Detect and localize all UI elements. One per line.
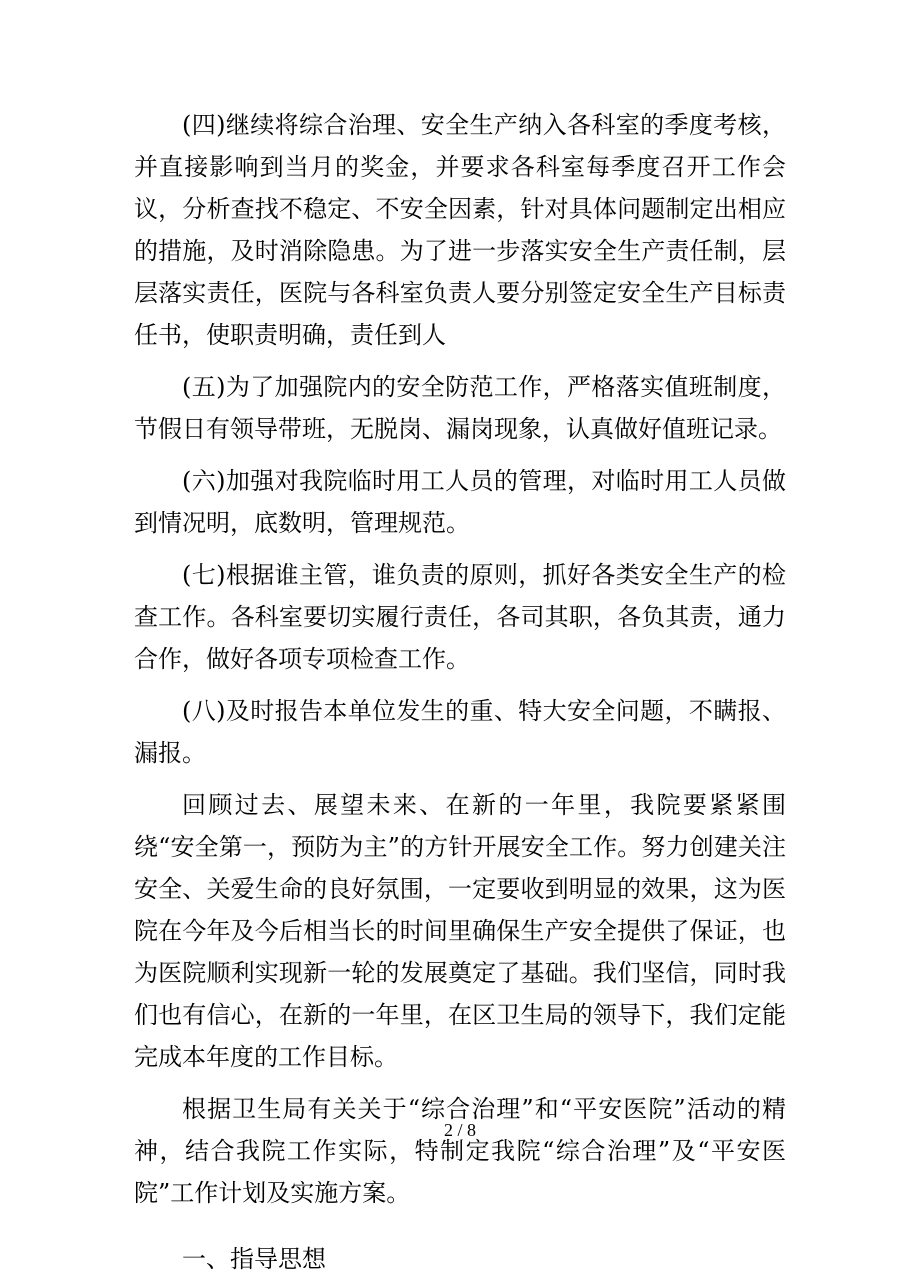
page-number: 2 / 8 <box>443 1120 476 1140</box>
paragraph-review: 回顾过去、展望未来、在新的一年里，我院要紧紧围绕“安全第一，预防为主”的方针开展安全工作。努力创建关注安全、关爱生命的良好氛围，一定要收到明显的效果，这为医院在今年及今后相当长的时间里确保生产安全提供了保证，也为医院顺利实现新一轮的发展奠定了基础。我们坚信，同时我们也有信心，在新的一年里，在区卫生局的领导下，我们定能完成本年度的工作目标。 <box>134 791 786 1071</box>
paragraph-item-5: (五)为了加强院内的安全防范工作，严格落实值班制度，节假日有领导带班，无脱岗、漏岗现象，认真做好值班记录。 <box>134 373 786 443</box>
document-body <box>134 104 786 1280</box>
paragraph-plan-intro: 根据卫生局有关关于“综合治理”和“平安医院”活动的精神，结合我院工作实际，特制定我院“综合治理”及“平安医院”工作计划及实施方案。 <box>134 1095 786 1207</box>
paragraph-item-6: (六)加强对我院临时用工人员的管理，对临时用工人员做到情况明，底数明，管理规范。 <box>134 467 786 537</box>
paragraph-item-7: (七)根据谁主管，谁负责的原则，抓好各类安全生产的检查工作。各科室要切实履行责任，各司其职，各负其责，通力合作，做好各项专项检查工作。 <box>134 561 786 673</box>
section-heading: 一、指导思想 <box>182 1245 326 1273</box>
paragraph-item-4: (四)继续将综合治理、安全生产纳入各科室的季度考核，并直接影响到当月的奖金，并要求各科室每季度召开工作会议，分析查找不稳定、不安全因素，针对具体问题制定出相应的措施，及时消除隐患。为了进一步落实安全生产责任制，层层落实责任，医院与各科室负责人要分别签定安全生产目标责任书，使职责明确，责任到人 <box>134 111 786 349</box>
paragraph-item-8: (八)及时报告本单位发生的重、特大安全问题，不瞒报、漏报。 <box>134 697 786 767</box>
